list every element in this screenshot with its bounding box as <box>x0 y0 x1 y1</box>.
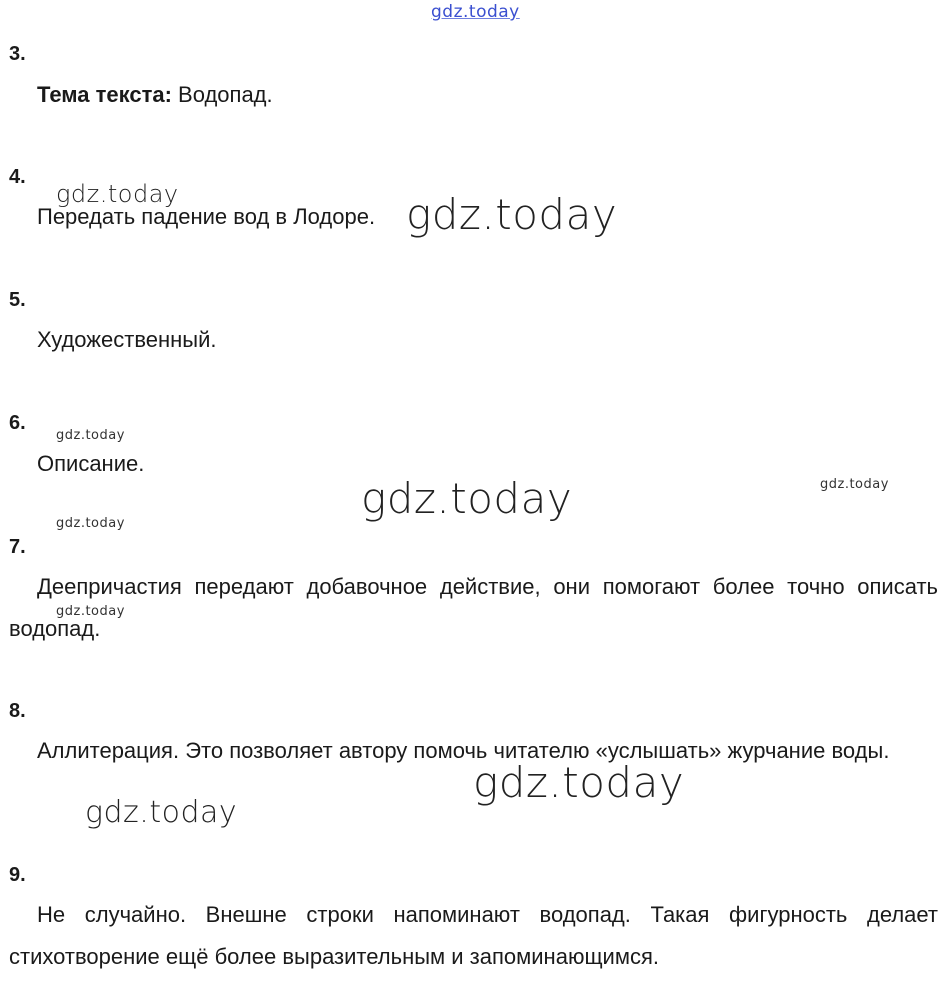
watermark-stamp: gdz.today <box>361 474 573 523</box>
watermark-stamp: gdz.today <box>56 180 179 208</box>
topic-value: Водопад. <box>171 82 273 107</box>
watermark-stamp: gdz.today <box>406 190 618 239</box>
section-number-5: 5. <box>9 289 26 311</box>
section-number-4: 4. <box>9 166 26 188</box>
section-answer-9: Не случайно. Внешне строки напоминают водопад. Такая фигурность делает стихотворение ещё более выразительным и запоминающимся. <box>9 902 938 969</box>
topic-label: Тема текста: <box>37 82 172 107</box>
watermark-stamp: gdz.today <box>56 428 125 443</box>
section-number-3: 3. <box>9 43 26 65</box>
section-answer-5: Художественный. <box>37 327 217 352</box>
section-answer-3 <box>9 74 938 116</box>
section-answer-6: Описание. <box>37 451 145 476</box>
section-answer-8: Аллитерация. Это позволяет автору помочь читателю «услышать» журчание воды. <box>37 738 890 763</box>
watermark-stamp: gdz.today <box>820 477 889 492</box>
section-answer-7: Деепричастия передают добавочное действие, они помогают более точно описать водопад. <box>9 574 938 641</box>
section-number-6: 6. <box>9 412 26 434</box>
watermark-stamp: gdz.today <box>56 604 125 619</box>
watermark-stamp: gdz.today <box>56 516 125 531</box>
section-answer-4: Передать падение вод в Лодоре. <box>37 204 376 229</box>
watermark-stamp: gdz.today <box>473 758 685 807</box>
section-number-8: 8. <box>9 700 26 722</box>
watermark-stamp: gdz.today <box>85 795 238 830</box>
section-number-9: 9. <box>9 864 26 886</box>
watermark-top[interactable]: gdz.today <box>431 2 520 22</box>
section-number-7: 7. <box>9 536 26 558</box>
